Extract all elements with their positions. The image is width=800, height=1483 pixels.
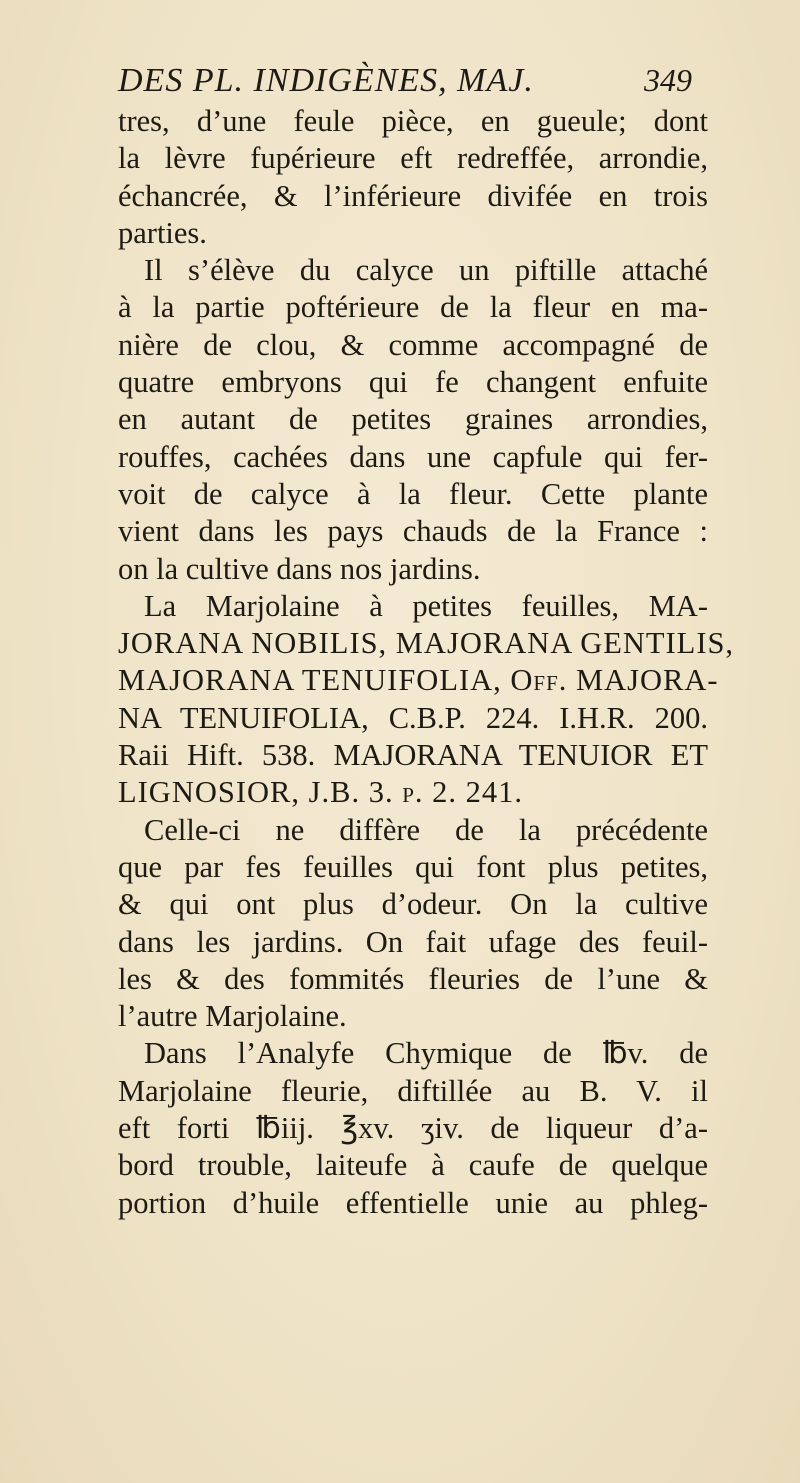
text-line: échancrée, & l’inférieure divifée en trois [118, 178, 708, 213]
text-line: en autant de petites graines arrondies, [118, 402, 708, 437]
text-line: Marjolaine fleurie, diftillée au B. V. il [118, 1073, 708, 1108]
text-line: parties. [118, 215, 207, 250]
text-line: & qui ont plus d’odeur. On la cultive [118, 887, 708, 922]
text-line: à la partie poftérieure de la fleur en ma- [118, 290, 708, 325]
running-head: DES PL. INDIGÈNES, MAJ. [118, 62, 534, 99]
text-line: vient dans les pays chauds de la France : [118, 514, 708, 549]
text-line: MAJORANA TENUIFOLIA, Off. MAJORA- [118, 663, 719, 698]
text-line: Dans l’Analyfe Chymique de ℔v. de [144, 1036, 708, 1071]
text-line: La Marjolaine à petites feuilles, MA- [144, 588, 708, 623]
text-line: la lèvre fupérieure eft redreffée, arrondie, [118, 141, 708, 176]
text-line: Celle-ci ne diffère de la précédente [144, 812, 708, 847]
text-line: JORANA NOBILIS, MAJORANA GENTILIS, [118, 626, 735, 661]
text-line: on la cultive dans nos jardins. [118, 551, 481, 586]
text-line: l’autre Marjolaine. [118, 999, 347, 1034]
text-line: portion d’huile effentielle unie au phleg- [118, 1185, 708, 1220]
text-line: nière de clou, & comme accompagné de [118, 327, 708, 362]
text-line: Raii Hift. 538. MAJORANA TENUIOR ET [118, 738, 708, 773]
text-line: rouffes, cachées dans une capfule qui fer- [118, 439, 708, 474]
page-header [118, 62, 692, 108]
text-line: NA TENUIFOLIA, C.B.P. 224. I.H.R. 200. [118, 700, 708, 735]
page-number: 349 [644, 62, 692, 98]
text-line: dans les jardins. On fait ufage des feuil- [118, 924, 708, 959]
text-line: Il s’élève du calyce un piftille attaché [144, 253, 708, 288]
text-line: voit de calyce à la fleur. Cette plante [118, 476, 708, 511]
body-text [118, 103, 735, 1222]
text-line: bord trouble, laiteufe à caufe de quelque [118, 1148, 708, 1183]
text-line: tres, d’une feule pièce, en gueule; dont [118, 104, 708, 138]
text-line: LIGNOSIOR, J.B. 3. p. 2. 241. [118, 775, 523, 810]
text-line: quatre embryons qui fe changent enfuite [118, 365, 708, 400]
text-line: les & des fommités fleuries de l’une & [118, 961, 708, 996]
text-line: eft forti ℔iij. ℥xv. ʒiv. de liqueur d’a- [118, 1111, 708, 1146]
text-line: que par fes feuilles qui font plus petites, [118, 849, 708, 884]
